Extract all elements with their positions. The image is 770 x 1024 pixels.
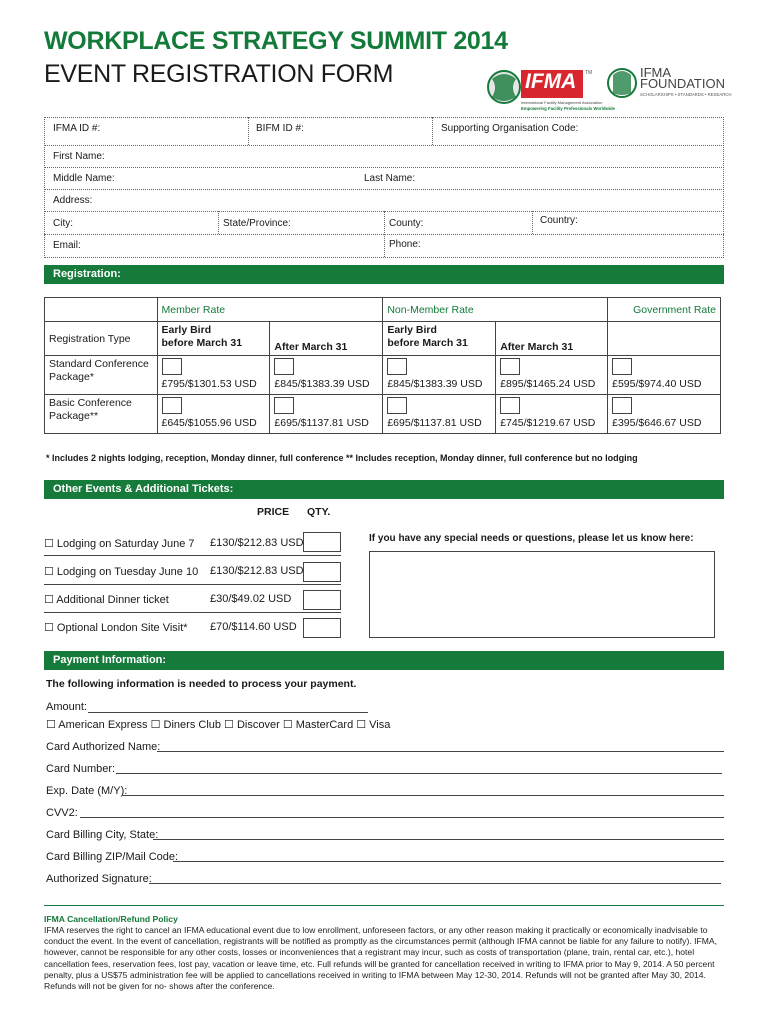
- basic-member-early-checkbox[interactable]: [162, 397, 182, 414]
- ifma-logo-text: IFMA: [525, 70, 577, 93]
- cvv-label: CVV2:: [46, 807, 78, 819]
- foundation-line1: IFMA: [640, 65, 672, 80]
- payment-bar-label: Payment Information:: [53, 654, 167, 666]
- additional-dinner-checkbox[interactable]: ☐ Additional Dinner ticket: [44, 594, 169, 606]
- first-name-field[interactable]: First Name:: [53, 151, 105, 162]
- standard-nonmember-early-price: £845/$1383.39 USD: [387, 378, 483, 390]
- special-needs-label: If you have any special needs or questions, please let us know here:: [369, 533, 694, 544]
- basic-nonmember-early-checkbox[interactable]: [387, 397, 407, 414]
- lodging-saturday-qty[interactable]: [303, 532, 341, 552]
- site-visit-checkbox[interactable]: ☐ Optional London Site Visit*: [44, 622, 188, 634]
- phone-field[interactable]: Phone:: [389, 239, 421, 250]
- ifma-id-field[interactable]: IFMA ID #:: [53, 123, 101, 134]
- other-events-bar: [44, 480, 724, 499]
- qty-header: QTY.: [307, 506, 331, 518]
- payment-intro: The following information is needed to process your payment.: [46, 678, 357, 690]
- card-type-options[interactable]: ☐ American Express ☐ Diners Club ☐ Discover ☐ MasterCard ☐ Visa: [46, 719, 391, 731]
- standard-nonmember-early-checkbox[interactable]: [387, 358, 407, 375]
- lodging-tuesday-checkbox[interactable]: ☐ Lodging on Tuesday June 10: [44, 566, 199, 578]
- cvv-input[interactable]: [80, 817, 724, 818]
- signature-label: Authorized Signature:: [46, 873, 152, 885]
- exp-date-input[interactable]: [122, 795, 724, 796]
- basic-member-early-cell: [157, 395, 270, 434]
- address-field[interactable]: Address:: [53, 195, 93, 206]
- card-number-input[interactable]: [116, 773, 722, 774]
- standard-government-checkbox[interactable]: [612, 358, 632, 375]
- standard-package-label: [45, 356, 158, 395]
- registration-type-header: Registration Type: [45, 322, 158, 356]
- ifma-tagline: Empowering Facility Professionals Worldwide: [521, 106, 615, 111]
- state-field[interactable]: State/Province:: [223, 218, 291, 229]
- lodging-saturday-price: £130/$212.83 USD: [210, 537, 304, 549]
- special-needs-textarea[interactable]: [369, 551, 715, 638]
- amount-label: Amount:: [46, 701, 87, 713]
- payment-bar: [44, 651, 724, 670]
- standard-nonmember-after-price: £895/$1465.24 USD: [500, 378, 596, 390]
- billing-city-label: Card Billing City, State:: [46, 829, 159, 841]
- standard-member-after-price: £845/$1383.39 USD: [274, 378, 370, 390]
- county-field[interactable]: County:: [389, 218, 424, 229]
- government-blank: [608, 322, 721, 356]
- foundation-sub: SCHOLARSHIPS • STANDARDS • RESEARCH: [640, 92, 732, 97]
- middle-name-field[interactable]: Middle Name:: [53, 173, 115, 184]
- basic-package-label: [45, 395, 158, 434]
- title-form: EVENT REGISTRATION FORM: [44, 60, 394, 88]
- foundation-line2: FOUNDATION: [640, 76, 725, 91]
- ifma-sub: International Facility Management Association: [521, 100, 603, 105]
- additional-dinner-qty[interactable]: [303, 590, 341, 610]
- lodging-tuesday-qty[interactable]: [303, 562, 341, 582]
- supporting-code-field[interactable]: Supporting Organisation Code:: [441, 123, 579, 134]
- nonmember-early-bird-header: [383, 322, 496, 356]
- member-early-bird-line1: Early Bird: [161, 324, 212, 336]
- standard-package-line2: Package*: [49, 371, 94, 383]
- standard-member-after-checkbox[interactable]: [274, 358, 294, 375]
- standard-nonmember-early-cell: [383, 356, 496, 395]
- amount-input[interactable]: [88, 712, 368, 713]
- basic-package-line1: Basic Conference: [49, 397, 132, 409]
- title-summit: WORKPLACE STRATEGY SUMMIT 2014: [44, 27, 508, 55]
- city-field[interactable]: City:: [53, 218, 73, 229]
- site-visit-qty[interactable]: [303, 618, 341, 638]
- registration-bar-label: Registration:: [53, 268, 121, 280]
- standard-package-line1: Standard Conference: [49, 358, 149, 370]
- basic-nonmember-after-checkbox[interactable]: [500, 397, 520, 414]
- standard-government-cell: [608, 356, 721, 395]
- basic-package-line2: Package**: [49, 410, 99, 422]
- standard-nonmember-after-cell: [496, 356, 608, 395]
- billing-zip-input[interactable]: [173, 861, 724, 862]
- basic-nonmember-after-price: £745/$1219.67 USD: [500, 417, 596, 429]
- site-visit-price: £70/$114.60 USD: [210, 621, 297, 633]
- logos: [487, 65, 732, 115]
- nonmember-early-bird-line1: Early Bird: [387, 324, 437, 336]
- lodging-tuesday-price: £130/$212.83 USD: [210, 565, 304, 577]
- nonmember-after-header: After March 31: [496, 322, 608, 356]
- basic-member-after-cell: [270, 395, 383, 434]
- government-rate-header: Government Rate: [608, 298, 721, 322]
- standard-nonmember-after-checkbox[interactable]: [500, 358, 520, 375]
- basic-government-cell: [608, 395, 721, 434]
- member-rate-header: Member Rate: [157, 298, 383, 322]
- member-early-bird-line2: before March 31: [161, 337, 243, 349]
- card-name-label: Card Authorized Name:: [46, 741, 161, 753]
- basic-nonmember-early-price: £695/$1137.81 USD: [387, 417, 482, 429]
- signature-input[interactable]: [149, 883, 721, 884]
- basic-nonmember-early-cell: [383, 395, 496, 434]
- basic-government-price: £395/$646.67 USD: [612, 417, 702, 429]
- basic-member-after-checkbox[interactable]: [274, 397, 294, 414]
- last-name-field[interactable]: Last Name:: [364, 173, 416, 184]
- standard-member-early-price: £795/$1301.53 USD: [161, 378, 257, 390]
- standard-government-price: £595/$974.40 USD: [612, 378, 702, 390]
- additional-dinner-price: £30/$49.02 USD: [210, 593, 292, 605]
- standard-member-after-cell: [270, 356, 383, 395]
- billing-city-input[interactable]: [153, 839, 724, 840]
- basic-government-checkbox[interactable]: [612, 397, 632, 414]
- basic-member-after-price: £695/$1137.81 USD: [274, 417, 369, 429]
- policy-title: IFMA Cancellation/Refund Policy: [44, 914, 178, 924]
- country-field[interactable]: Country:: [540, 215, 578, 226]
- non-member-rate-header: Non-Member Rate: [383, 298, 608, 322]
- other-events-bar-label: Other Events & Additional Tickets:: [53, 483, 234, 495]
- registration-footnote: * Includes 2 nights lodging, reception, Monday dinner, full conference ** Includes reception, Monday dinner, full conference but no lodging: [46, 453, 638, 463]
- card-number-label: Card Number:: [46, 763, 116, 775]
- ifma-tm: TM: [585, 70, 593, 76]
- bifm-id-field[interactable]: BIFM ID #:: [256, 123, 304, 134]
- standard-member-early-checkbox[interactable]: [162, 358, 182, 375]
- member-after-header: After March 31: [270, 322, 383, 356]
- exp-date-label: Exp. Date (M/Y):: [46, 785, 128, 797]
- member-early-bird-header: [157, 322, 270, 356]
- policy-divider: [44, 905, 724, 906]
- billing-zip-label: Card Billing ZIP/Mail Code:: [46, 851, 179, 863]
- email-field[interactable]: Email:: [53, 240, 81, 251]
- nonmember-early-bird-line2: before March 31: [387, 337, 468, 349]
- registration-table: [44, 297, 721, 434]
- basic-nonmember-after-cell: [496, 395, 608, 434]
- reg-header-blank: [45, 298, 158, 322]
- card-name-input[interactable]: [157, 751, 724, 752]
- basic-member-early-price: £645/$1055.96 USD: [161, 417, 257, 429]
- registration-bar: [44, 265, 724, 284]
- lodging-saturday-checkbox[interactable]: ☐ Lodging on Saturday June 7: [44, 538, 195, 550]
- policy-text: IFMA reserves the right to cancel an IFMA educational event due to low enrollment, unforeseen factors, or any other reason making it practically or economically inadvisable to conduct the event. In the event of cancellation, registrants will be notified as promptly as the circumstances permit (although IFMA cannot be liable for any failure to notify). IFMA, however, cannot be responsible for any other costs, losses or inconveniences that a registrant may incur, such as costs of transportation (plane, train, rental car, etc.), hotel cancellation fees, reservation fees, lost pay, vacation or leave time, etc. Full refunds will be granted for cancellation received in writing to IFMA prior to May 9, 2014. A 50 percent penalty, plus a US$75 administration fee will be applied to cancellations received in writing to IFMA between May 12-30, 2014. Refunds will not be granted after May 30, 2014. Refunds will not be given for no- shows after the conference.: [44, 925, 718, 992]
- price-header: PRICE: [257, 506, 290, 518]
- standard-member-early-cell: [157, 356, 270, 395]
